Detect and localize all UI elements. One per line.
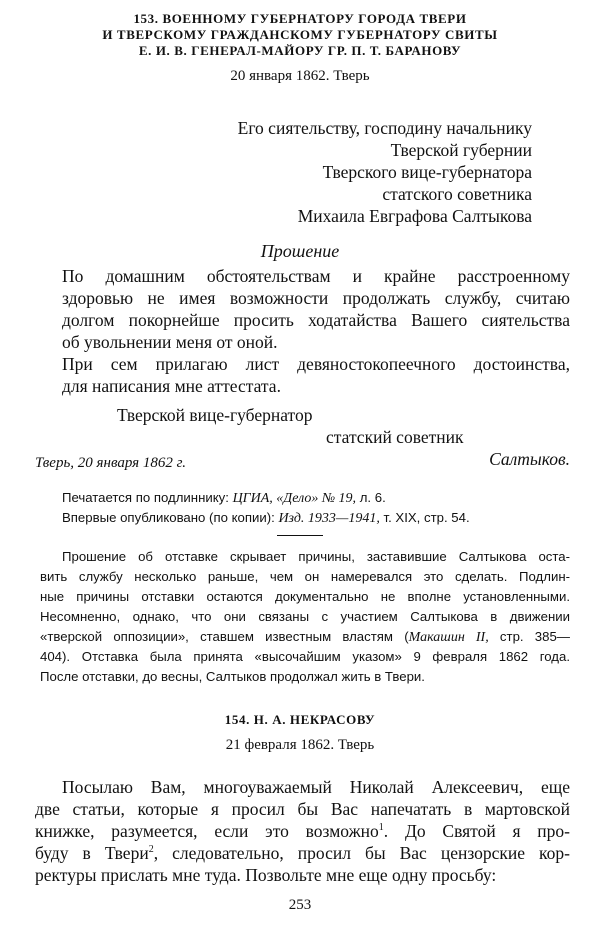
address-line-1: Его сиятельству, господину начальнику [237,118,532,138]
paragraph-2-line-1: При сем прилагаю лист девяностокопеечного достоинства, [62,354,570,374]
divider-rule [277,535,323,536]
letter-154-line-5: ректуры прислать мне туда. Позвольте мне еще одну просьбу: [35,865,497,885]
address-line-4: статского советника [382,184,532,204]
signature-rank: статский советник [326,427,464,447]
letter-154-line-2: две статьи, которые я просил бы Вас напечатать в мартовской [35,799,570,819]
paragraph-2-line-2: для написания мне аттестата. [62,376,281,396]
footnote-marker-2[interactable]: 2 [148,844,154,856]
letter-153-heading-line-3: Е. И. В. ГЕНЕРАЛ-МАЙОРУ ГР. П. Т. БАРАНОВУ [138,43,462,58]
note-line-4: Несомненно, однако, что они связаны с участием Салтыкова в движении [40,609,570,624]
letter-153-date: 20 января 1862. Тверь [230,68,370,84]
note-line-5: «тверской оппозиции», ставшем известным властям (Макашин II, стр. 385— [40,629,570,645]
letter-154-line-3: книжке, разумеется, если это возможно$^1$. До Святой я про- [35,821,570,841]
letter-153-heading-line-1: 153. ВОЕННОМУ ГУБЕРНАТОРУ ГОРОДА ТВЕРИ [133,11,467,26]
letter-153-heading-line-2: И ТВЕРСКОМУ ГРАЖДАНСКОМУ ГУБЕРНАТОРУ СВИТЫ [102,27,498,42]
note-line-7: После отставки, до весны, Салтыков продолжал жить в Твери. [40,669,425,684]
paragraph-1-line-1: По домашним обстоятельствам и крайне расстроенному [62,266,570,286]
place-and-date: Тверь, 20 января 1862 г. [35,455,187,471]
petition-title: Прошение [260,241,340,261]
signature-position: Тверской вице-губернатор [117,405,313,425]
letter-154-date: 21 февраля 1862. Тверь [225,737,375,753]
address-line-5: Михаила Евграфова Салтыкова [297,206,532,226]
page-number: 253 [288,897,312,913]
source-line-2: Впервые опубликовано (по копии): Изд. 1933—1941, т. XIX, стр. 54. [62,510,470,526]
letter-154-heading: 154. Н. А. НЕКРАСОВУ [224,712,376,727]
note-line-6: 404). Отставка была принята «высочайшим указом» 9 февраля 1862 года. [40,649,570,664]
signature-name: Салтыков. [489,449,570,469]
paragraph-1-line-4: об увольнении меня от оной. [62,332,278,352]
address-line-2: Тверской губернии [390,140,532,160]
note-line-2: вить службу несколько раньше, чем он намеревался это сделать. Подлин- [40,569,570,584]
paragraph-1-line-2: здоровью не имея возможности продолжать службу, считаю [62,288,570,308]
letter-154-line-4: буду в Твери$^2$, следовательно, просил бы Вас цензорские кор- [35,843,571,863]
address-line-3: Тверского вице-губернатора [322,162,532,182]
source-line-1: Печатается по подлиннику: ЦГИА, «Дело» № 19, л. 6. [62,490,386,506]
note-line-3: ные причины отставки остаются документально не вполне установленными. [40,589,570,604]
note-line-1: Прошение об отставке скрывает причины, заставившие Салтыкова оста- [62,549,570,564]
footnote-marker-1[interactable]: 1 [378,822,384,834]
paragraph-1-line-3: долгом покорнейше просить ходатайства Вашего сиятельства [62,310,570,330]
letter-154-line-1: Посылаю Вам, многоуважаемый Николай Алексеевич, еще [62,777,570,797]
